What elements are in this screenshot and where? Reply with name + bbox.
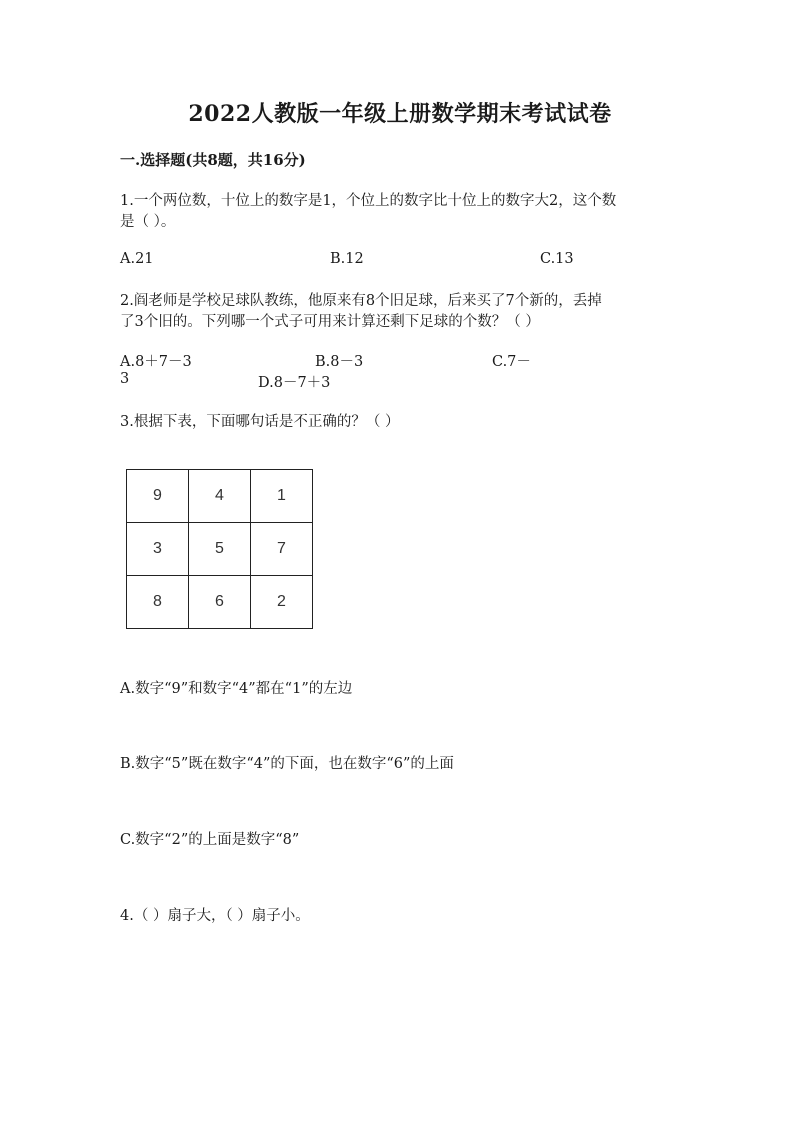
- table-cell: 3: [127, 523, 189, 576]
- table-cell: 7: [251, 523, 313, 576]
- question-3-option-c: C.数字“2”的上面是数字“8”: [120, 832, 300, 848]
- question-2-line-1: 2.阎老师是学校足球队教练，他原来有8个旧足球，后来买了7个新的，丢掉: [120, 293, 602, 309]
- section-title: 一.选择题(共8题，共16分): [120, 151, 306, 169]
- table-cell: 1: [251, 470, 313, 523]
- question-3-option-a: A.数字“9”和数字“4”都在“1”的左边: [120, 681, 353, 697]
- question-3-line-1: 3.根据下表，下面哪句话是不正确的？（ ）: [120, 414, 400, 430]
- question-1-option-a: A.21: [120, 251, 154, 267]
- question-2-option-d: D.8－7＋3: [258, 375, 331, 391]
- question-1-line-2: 是（ ）。: [120, 214, 176, 230]
- table-cell: 2: [251, 576, 313, 629]
- table-cell: 6: [189, 576, 251, 629]
- table-row: [127, 523, 313, 576]
- number-grid-table: [126, 469, 313, 629]
- question-3-option-b: B.数字“5”既在数字“4”的下面，也在数字“6”的上面: [120, 756, 454, 772]
- question-2-line-2: 了3个旧的。下列哪一个式子可用来计算还剩下足球的个数？（ ）: [120, 314, 540, 330]
- table-cell: 4: [189, 470, 251, 523]
- table-cell: 8: [127, 576, 189, 629]
- question-4-line-1: 4.（ ）扇子大，（ ）扇子小。: [120, 908, 310, 924]
- question-1-option-c: C.13: [540, 251, 574, 267]
- table-cell: 9: [127, 470, 189, 523]
- question-1-line-1: 1.一个两位数，十位上的数字是1，个位上的数字比十位上的数字大2，这个数: [120, 193, 617, 209]
- question-2-option-c: C.7－: [492, 354, 531, 370]
- question-2-option-a: A.8＋7－3: [120, 354, 192, 370]
- table-row: [127, 576, 313, 629]
- question-2-option-c-continued: 3: [120, 371, 130, 387]
- page-title: 2022人教版一年级上册数学期末考试试卷: [188, 101, 612, 127]
- table-row: [127, 470, 313, 523]
- table-cell: 5: [189, 523, 251, 576]
- question-2-option-b: B.8－3: [315, 354, 364, 370]
- question-1-option-b: B.12: [330, 251, 364, 267]
